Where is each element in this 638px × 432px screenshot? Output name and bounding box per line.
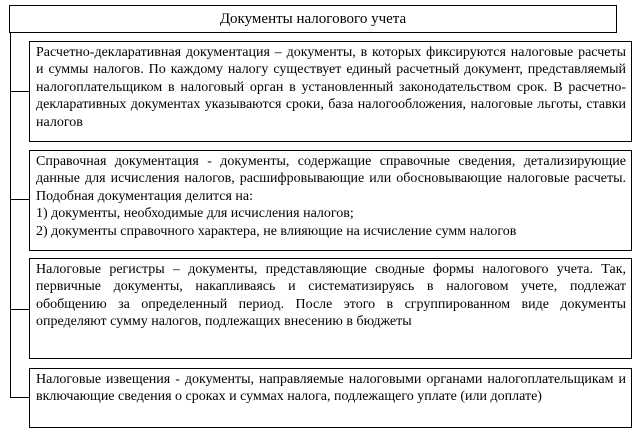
diagram-title: Документы налогового учета (9, 5, 617, 33)
block-tax-registers (29, 258, 632, 359)
list-item: 1) документы, необходимые для исчисления налогов; (36, 206, 354, 222)
connector-2 (10, 199, 29, 200)
block-text: Расчетно-декларативная документация – документы, в которых фиксируются налоговые расчеты и суммы налогов. По каждому налогу существует единый расчетный документ, представляемый налогоплательщиком в налоговый орган в установленный законодательством срок. В расчетно-декларативных документах указываются сроки, база налогообложения, налоговые льготы, ставки налогов (36, 45, 626, 130)
block-text: Налоговые регистры – документы, представляющие сводные формы налогового учета. Так, первичные документы, накапливаясь и систематизируясь в налоговом учете, подлежат обобщению за определенный период. После этого в сгруппированном виде документы определяют сумму налогов, подлежащих внесению в бюджеты (36, 262, 626, 330)
block-tax-notices (29, 368, 632, 428)
connector-3 (10, 309, 29, 310)
block-text: Налоговые извещения - документы, направляемые налоговыми органами налогоплательщикам и включающие сведения о сроках и суммах налога, подлежащего уплате (или доплате) (36, 372, 626, 405)
block-reference-docs (29, 150, 632, 251)
list-item: 2) документы справочного характера, не влияющие на исчисление сумм налогов (36, 223, 517, 239)
block-text: Справочная документация - документы, содержащие справочные сведения, детализирующие данные для исчисления налогов, расшифровывающие или обосновывающие налоговые расчеты. Подобная документация делится на: (36, 154, 626, 204)
trunk-line (10, 33, 11, 398)
block-settlement-declarative-docs (29, 41, 632, 142)
connector-1 (10, 91, 29, 92)
connector-4 (10, 397, 29, 398)
